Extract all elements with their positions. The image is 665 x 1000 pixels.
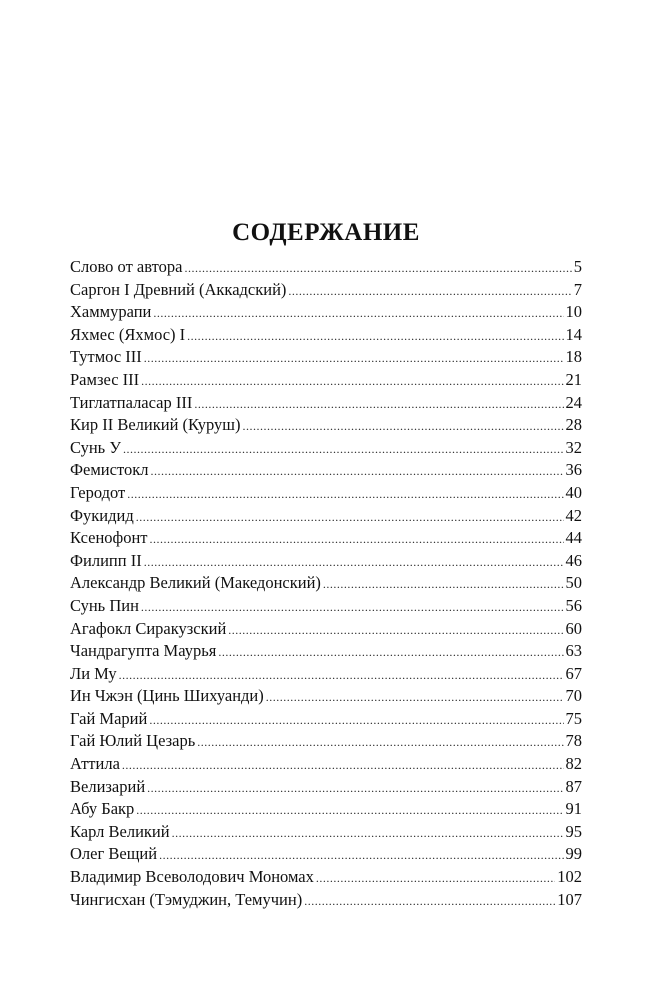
dot-leader bbox=[144, 347, 564, 370]
dot-leader bbox=[159, 844, 563, 867]
toc-entry-label: Олег Вещий bbox=[70, 844, 158, 864]
toc-entry-label: Кир II Великий (Куруш) bbox=[70, 415, 241, 435]
toc-entry-label: Сунь У bbox=[70, 437, 122, 457]
toc-entry-label: Хаммурапи bbox=[70, 302, 152, 322]
toc-entry-page-number: 5 bbox=[573, 257, 582, 276]
toc-entry-page-number: 60 bbox=[565, 618, 582, 638]
toc-entry-page-number: 21 bbox=[565, 369, 582, 389]
toc-entry bbox=[70, 256, 582, 279]
dot-leader bbox=[144, 551, 564, 574]
toc-entry-page-number: 24 bbox=[565, 392, 582, 412]
toc-entry-label: Чандрагупта Маурья bbox=[70, 641, 217, 661]
toc-entry bbox=[70, 640, 582, 663]
toc-entry bbox=[70, 369, 582, 392]
dot-leader bbox=[150, 460, 563, 483]
dot-leader bbox=[149, 709, 563, 732]
dot-leader bbox=[122, 754, 564, 777]
dot-leader bbox=[228, 619, 563, 642]
toc-entry bbox=[70, 414, 582, 437]
toc-entry-label: Фукидид bbox=[70, 505, 134, 525]
toc-entry bbox=[70, 437, 582, 460]
toc-entry-label: Агафокл Сиракузский bbox=[70, 618, 227, 638]
toc-entry bbox=[70, 346, 582, 369]
toc-entry-page-number: 7 bbox=[573, 279, 582, 299]
toc-entry-label: Аттила bbox=[70, 754, 120, 774]
toc-entry-page-number: 42 bbox=[565, 505, 582, 525]
toc-entry-label: Ли Му bbox=[70, 663, 117, 683]
toc-entry-page-number: 63 bbox=[565, 641, 582, 661]
toc-entry-page-number: 91 bbox=[565, 799, 582, 819]
toc-entry-label: Тутмос III bbox=[70, 347, 142, 367]
toc-entry bbox=[70, 843, 582, 866]
dot-leader bbox=[243, 415, 564, 438]
toc-entry bbox=[70, 572, 582, 595]
dot-leader bbox=[266, 686, 564, 709]
dot-leader bbox=[184, 257, 571, 280]
dot-leader bbox=[218, 641, 563, 664]
toc-entry-label: Слово от автора bbox=[70, 257, 183, 276]
toc-entry-label: Велизарий bbox=[70, 776, 146, 796]
toc-entry-page-number: 87 bbox=[565, 776, 582, 796]
dot-leader bbox=[141, 370, 563, 393]
dot-leader bbox=[153, 302, 563, 325]
toc-entry bbox=[70, 889, 582, 912]
dot-leader bbox=[136, 506, 564, 529]
toc-entry-page-number: 32 bbox=[565, 437, 582, 457]
toc-entry-label: Гай Юлий Цезарь bbox=[70, 731, 196, 751]
dot-leader bbox=[288, 280, 571, 303]
toc-entry-page-number: 99 bbox=[565, 844, 582, 864]
dot-leader bbox=[197, 731, 563, 754]
dot-leader bbox=[123, 438, 563, 461]
toc-entry-page-number: 36 bbox=[565, 460, 582, 480]
toc-entry-page-number: 28 bbox=[565, 415, 582, 435]
toc-entry-label: Яхмес (Яхмос) I bbox=[70, 324, 186, 344]
toc-entry-page-number: 50 bbox=[565, 573, 582, 593]
toc-entry bbox=[70, 324, 582, 347]
toc-entry bbox=[70, 708, 582, 731]
toc-entry-label: Чингисхан (Тэмуджин, Темучин) bbox=[70, 889, 303, 909]
toc-entry-page-number: 44 bbox=[565, 528, 582, 548]
toc-entry bbox=[70, 866, 582, 889]
dot-leader bbox=[304, 890, 555, 913]
toc-entry-label: Сунь Пин bbox=[70, 595, 139, 615]
toc-entry-page-number: 78 bbox=[565, 731, 582, 751]
dot-leader bbox=[141, 596, 564, 619]
dot-leader bbox=[323, 573, 564, 596]
toc-list bbox=[70, 256, 582, 911]
toc-entry-page-number: 107 bbox=[557, 889, 582, 909]
dot-leader bbox=[119, 664, 564, 687]
toc-entry-page-number: 46 bbox=[565, 550, 582, 570]
toc-entry-page-number: 82 bbox=[565, 754, 582, 774]
toc-entry-page-number: 40 bbox=[565, 482, 582, 502]
toc-entry bbox=[70, 618, 582, 641]
toc-entry-label: Александр Великий (Македонский) bbox=[70, 573, 321, 593]
toc-entry-label: Рамзес III bbox=[70, 369, 140, 389]
toc-entry-label: Геродот bbox=[70, 482, 126, 502]
dot-leader bbox=[147, 777, 563, 800]
toc-entry-page-number: 10 bbox=[565, 302, 582, 322]
toc-entry bbox=[70, 459, 582, 482]
toc-entry-label: Владимир Всеволодович Мономах bbox=[70, 867, 314, 887]
toc-entry-page-number: 67 bbox=[565, 663, 582, 683]
toc-entry bbox=[70, 595, 582, 618]
toc-entry-page-number: 95 bbox=[565, 821, 582, 841]
dot-leader bbox=[187, 325, 563, 348]
toc-page bbox=[70, 218, 582, 911]
toc-entry bbox=[70, 392, 582, 415]
toc-title: СОДЕРЖАНИЕ bbox=[232, 219, 420, 246]
toc-entry bbox=[70, 301, 582, 324]
toc-entry bbox=[70, 550, 582, 573]
toc-entry-page-number: 70 bbox=[565, 686, 582, 706]
toc-entry bbox=[70, 279, 582, 302]
toc-entry bbox=[70, 527, 582, 550]
toc-entry bbox=[70, 730, 582, 753]
toc-entry-page-number: 18 bbox=[565, 347, 582, 367]
toc-entry-page-number: 14 bbox=[565, 324, 582, 344]
dot-leader bbox=[127, 483, 563, 506]
toc-entry bbox=[70, 776, 582, 799]
toc-entry bbox=[70, 663, 582, 686]
toc-entry-label: Филипп II bbox=[70, 550, 142, 570]
toc-entry-label: Карл Великий bbox=[70, 821, 170, 841]
toc-entry bbox=[70, 505, 582, 528]
toc-entry bbox=[70, 685, 582, 708]
toc-entry bbox=[70, 753, 582, 776]
toc-entry-label: Ксенофонт bbox=[70, 528, 148, 548]
dot-leader bbox=[150, 528, 564, 551]
toc-entry-label: Саргон I Древний (Аккадский) bbox=[70, 279, 287, 299]
toc-entry bbox=[70, 821, 582, 844]
dot-leader bbox=[136, 799, 563, 822]
toc-entry-label: Фемистокл bbox=[70, 460, 149, 480]
dot-leader bbox=[172, 822, 564, 845]
toc-entry-label: Абу Бакр bbox=[70, 799, 135, 819]
toc-entry-label: Гай Марий bbox=[70, 708, 148, 728]
dot-leader bbox=[194, 393, 563, 416]
toc-entry-label: Тиглатпаласар III bbox=[70, 392, 193, 412]
toc-entry-page-number: 102 bbox=[557, 867, 582, 887]
dot-leader bbox=[316, 867, 555, 890]
toc-entry bbox=[70, 482, 582, 505]
toc-entry bbox=[70, 798, 582, 821]
toc-entry-page-number: 56 bbox=[565, 595, 582, 615]
toc-entry-page-number: 75 bbox=[565, 708, 582, 728]
toc-entry-label: Ин Чжэн (Цинь Шихуанди) bbox=[70, 686, 264, 706]
